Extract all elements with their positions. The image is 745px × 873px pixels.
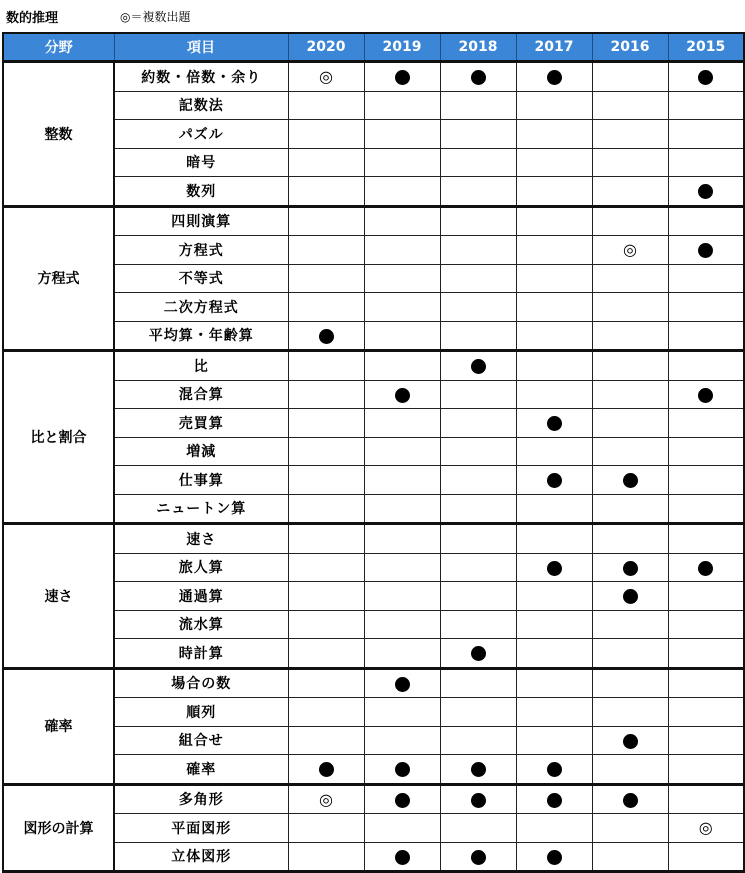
single-question-dot bbox=[395, 677, 410, 692]
mark-cell bbox=[440, 236, 516, 265]
category-cell: 確率 bbox=[3, 668, 114, 784]
mark-cell bbox=[440, 321, 516, 351]
mark-cell bbox=[364, 842, 440, 872]
mark-cell bbox=[288, 610, 364, 639]
single-question-dot bbox=[319, 762, 334, 777]
mark-cell bbox=[592, 466, 668, 495]
single-question-dot bbox=[698, 561, 713, 576]
mark-cell bbox=[516, 494, 592, 524]
mark-cell bbox=[288, 409, 364, 438]
mark-cell bbox=[288, 437, 364, 466]
mark-cell bbox=[288, 494, 364, 524]
mark-cell bbox=[440, 639, 516, 669]
mark-cell bbox=[592, 236, 668, 265]
table-row bbox=[3, 91, 744, 120]
category-cell: 図形の計算 bbox=[3, 784, 114, 872]
mark-cell bbox=[592, 610, 668, 639]
single-question-dot bbox=[471, 70, 486, 85]
mark-cell bbox=[364, 610, 440, 639]
mark-cell bbox=[440, 494, 516, 524]
mark-cell bbox=[516, 784, 592, 814]
item-cell: ニュートン算 bbox=[114, 494, 288, 524]
table-row bbox=[3, 236, 744, 265]
item-cell: 仕事算 bbox=[114, 466, 288, 495]
mark-cell bbox=[592, 148, 668, 177]
table-row bbox=[3, 466, 744, 495]
page-title: 数的推理 bbox=[6, 11, 59, 26]
mark-cell bbox=[516, 177, 592, 207]
multiple-question-mark: ◎ bbox=[698, 818, 713, 838]
category-group bbox=[3, 62, 744, 207]
mark-cell bbox=[592, 206, 668, 236]
single-question-dot bbox=[623, 793, 638, 808]
mark-cell bbox=[668, 293, 744, 322]
item-cell: 旅人算 bbox=[114, 553, 288, 582]
mark-cell bbox=[668, 206, 744, 236]
mark-cell bbox=[288, 553, 364, 582]
mark-cell bbox=[516, 639, 592, 669]
mark-cell bbox=[440, 120, 516, 149]
mark-cell bbox=[668, 524, 744, 554]
mark-cell bbox=[516, 236, 592, 265]
item-cell: 場合の数 bbox=[114, 668, 288, 698]
mark-cell bbox=[288, 668, 364, 698]
mark-cell bbox=[592, 553, 668, 582]
single-question-dot bbox=[319, 329, 334, 344]
item-cell: 暗号 bbox=[114, 148, 288, 177]
mark-cell bbox=[364, 437, 440, 466]
mark-cell bbox=[440, 380, 516, 409]
mark-cell bbox=[440, 177, 516, 207]
item-cell: 時計算 bbox=[114, 639, 288, 669]
mark-cell bbox=[516, 380, 592, 409]
single-question-dot bbox=[547, 850, 562, 865]
item-cell: 約数・倍数・余り bbox=[114, 62, 288, 92]
table-row bbox=[3, 206, 744, 236]
mark-cell bbox=[516, 553, 592, 582]
category-group bbox=[3, 668, 744, 784]
item-cell: 多角形 bbox=[114, 784, 288, 814]
mark-cell bbox=[516, 148, 592, 177]
single-question-dot bbox=[623, 734, 638, 749]
mark-cell bbox=[668, 726, 744, 755]
table-row bbox=[3, 553, 744, 582]
mark-cell bbox=[668, 264, 744, 293]
mark-cell bbox=[440, 293, 516, 322]
mark-cell bbox=[364, 177, 440, 207]
mark-cell bbox=[592, 582, 668, 611]
mark-cell bbox=[516, 264, 592, 293]
mark-cell bbox=[668, 842, 744, 872]
mark-cell bbox=[592, 293, 668, 322]
mark-cell bbox=[668, 91, 744, 120]
table-row bbox=[3, 177, 744, 207]
mark-cell bbox=[516, 437, 592, 466]
mark-cell bbox=[668, 177, 744, 207]
mark-cell bbox=[668, 380, 744, 409]
mark-cell bbox=[364, 466, 440, 495]
mark-cell bbox=[440, 582, 516, 611]
mark-cell bbox=[516, 610, 592, 639]
mark-cell bbox=[288, 639, 364, 669]
mark-cell bbox=[364, 524, 440, 554]
mark-cell bbox=[440, 62, 516, 92]
mark-cell bbox=[288, 177, 364, 207]
mark-cell bbox=[288, 236, 364, 265]
table-row bbox=[3, 582, 744, 611]
mark-cell bbox=[364, 62, 440, 92]
item-cell: 確率 bbox=[114, 755, 288, 785]
mark-cell bbox=[516, 466, 592, 495]
mark-cell bbox=[668, 148, 744, 177]
table-row bbox=[3, 726, 744, 755]
column-header: 2017 bbox=[516, 33, 592, 62]
mark-cell bbox=[440, 91, 516, 120]
single-question-dot bbox=[547, 561, 562, 576]
mark-cell bbox=[516, 206, 592, 236]
table-row bbox=[3, 494, 744, 524]
mark-cell bbox=[440, 206, 516, 236]
mark-cell bbox=[440, 351, 516, 381]
item-cell: 二次方程式 bbox=[114, 293, 288, 322]
mark-cell bbox=[668, 409, 744, 438]
mark-cell bbox=[440, 437, 516, 466]
category-cell: 整数 bbox=[3, 62, 114, 207]
item-cell: 記数法 bbox=[114, 91, 288, 120]
mark-cell bbox=[288, 264, 364, 293]
mark-cell bbox=[288, 380, 364, 409]
single-question-dot bbox=[547, 793, 562, 808]
mark-cell bbox=[288, 842, 364, 872]
mark-cell bbox=[288, 351, 364, 381]
mark-cell bbox=[516, 351, 592, 381]
mark-cell bbox=[516, 120, 592, 149]
mark-cell bbox=[668, 351, 744, 381]
mark-cell bbox=[440, 553, 516, 582]
mark-cell bbox=[440, 264, 516, 293]
mark-cell bbox=[364, 755, 440, 785]
item-cell: 速さ bbox=[114, 524, 288, 554]
single-question-dot bbox=[471, 359, 486, 374]
table-row bbox=[3, 148, 744, 177]
mark-cell bbox=[288, 120, 364, 149]
mark-cell bbox=[288, 726, 364, 755]
mark-cell bbox=[364, 264, 440, 293]
mark-cell bbox=[364, 206, 440, 236]
table-row bbox=[3, 610, 744, 639]
item-cell: 増減 bbox=[114, 437, 288, 466]
mark-cell bbox=[364, 148, 440, 177]
table-row bbox=[3, 524, 744, 554]
item-cell: 流水算 bbox=[114, 610, 288, 639]
mark-cell bbox=[592, 91, 668, 120]
mark-cell bbox=[592, 120, 668, 149]
single-question-dot bbox=[698, 243, 713, 258]
mark-cell bbox=[592, 380, 668, 409]
item-cell: 混合算 bbox=[114, 380, 288, 409]
table-row bbox=[3, 380, 744, 409]
table-row bbox=[3, 264, 744, 293]
mark-cell bbox=[288, 148, 364, 177]
mark-cell bbox=[364, 321, 440, 351]
mark-cell bbox=[668, 437, 744, 466]
category-group bbox=[3, 784, 744, 872]
item-cell: 平面図形 bbox=[114, 814, 288, 843]
mark-cell bbox=[592, 755, 668, 785]
mark-cell bbox=[592, 351, 668, 381]
column-header: 分野 bbox=[3, 33, 114, 62]
single-question-dot bbox=[547, 762, 562, 777]
column-header: 項目 bbox=[114, 33, 288, 62]
mark-cell bbox=[592, 437, 668, 466]
single-question-dot bbox=[395, 388, 410, 403]
mark-cell bbox=[592, 726, 668, 755]
category-cell: 速さ bbox=[3, 524, 114, 669]
single-question-dot bbox=[623, 589, 638, 604]
table-row bbox=[3, 784, 744, 814]
single-question-dot bbox=[547, 416, 562, 431]
mark-cell bbox=[440, 466, 516, 495]
single-question-dot bbox=[471, 762, 486, 777]
table-row bbox=[3, 639, 744, 669]
item-cell: 組合せ bbox=[114, 726, 288, 755]
mark-cell bbox=[364, 120, 440, 149]
mark-cell bbox=[288, 293, 364, 322]
mark-cell bbox=[668, 236, 744, 265]
table-row bbox=[3, 755, 744, 785]
legend-note: ◎＝複数出題 bbox=[120, 10, 191, 24]
multiple-question-mark: ◎ bbox=[319, 789, 333, 809]
mark-cell bbox=[364, 582, 440, 611]
table-row bbox=[3, 321, 744, 351]
mark-cell bbox=[668, 784, 744, 814]
mark-cell bbox=[516, 62, 592, 92]
mark-cell bbox=[668, 120, 744, 149]
item-cell: 方程式 bbox=[114, 236, 288, 265]
column-header: 2018 bbox=[440, 33, 516, 62]
mark-cell bbox=[516, 321, 592, 351]
mark-cell bbox=[288, 698, 364, 727]
mark-cell bbox=[440, 814, 516, 843]
mark-cell bbox=[592, 814, 668, 843]
item-cell: 立体図形 bbox=[114, 842, 288, 872]
category-group bbox=[3, 351, 744, 524]
single-question-dot bbox=[471, 793, 486, 808]
mark-cell bbox=[364, 668, 440, 698]
column-header: 2019 bbox=[364, 33, 440, 62]
mark-cell bbox=[440, 842, 516, 872]
mark-cell bbox=[364, 698, 440, 727]
mark-cell bbox=[516, 293, 592, 322]
mark-cell bbox=[668, 582, 744, 611]
single-question-dot bbox=[395, 762, 410, 777]
mark-cell bbox=[516, 524, 592, 554]
mark-cell bbox=[364, 784, 440, 814]
mark-cell bbox=[364, 409, 440, 438]
item-cell: パズル bbox=[114, 120, 288, 149]
mark-cell bbox=[668, 494, 744, 524]
item-cell: 順列 bbox=[114, 698, 288, 727]
single-question-dot bbox=[623, 473, 638, 488]
table-row bbox=[3, 293, 744, 322]
mark-cell bbox=[592, 668, 668, 698]
title-bar bbox=[0, 0, 745, 32]
mark-cell bbox=[516, 814, 592, 843]
mark-cell bbox=[364, 91, 440, 120]
mark-cell bbox=[364, 639, 440, 669]
mark-cell bbox=[288, 814, 364, 843]
header-row bbox=[3, 33, 744, 62]
mark-cell bbox=[668, 62, 744, 92]
mark-cell bbox=[440, 524, 516, 554]
mark-cell bbox=[516, 842, 592, 872]
mark-cell bbox=[288, 91, 364, 120]
mark-cell bbox=[440, 610, 516, 639]
category-cell: 方程式 bbox=[3, 206, 114, 351]
mark-cell bbox=[364, 494, 440, 524]
exam-frequency-table bbox=[2, 32, 745, 873]
single-question-dot bbox=[471, 646, 486, 661]
table-row bbox=[3, 409, 744, 438]
mark-cell bbox=[516, 755, 592, 785]
mark-cell bbox=[592, 62, 668, 92]
mark-cell bbox=[440, 726, 516, 755]
mark-cell bbox=[668, 698, 744, 727]
mark-cell bbox=[592, 639, 668, 669]
mark-cell bbox=[440, 755, 516, 785]
mark-cell bbox=[592, 698, 668, 727]
mark-cell bbox=[288, 582, 364, 611]
mark-cell bbox=[592, 524, 668, 554]
mark-cell bbox=[364, 380, 440, 409]
multiple-question-mark: ◎ bbox=[319, 67, 333, 87]
mark-cell bbox=[364, 293, 440, 322]
mark-cell bbox=[516, 91, 592, 120]
mark-cell bbox=[440, 698, 516, 727]
column-header: 2016 bbox=[592, 33, 668, 62]
mark-cell bbox=[516, 582, 592, 611]
mark-cell bbox=[592, 842, 668, 872]
mark-cell bbox=[668, 755, 744, 785]
single-question-dot bbox=[547, 70, 562, 85]
mark-cell bbox=[364, 351, 440, 381]
single-question-dot bbox=[623, 561, 638, 576]
single-question-dot bbox=[698, 388, 713, 403]
table-row bbox=[3, 668, 744, 698]
mark-cell bbox=[592, 264, 668, 293]
mark-cell bbox=[516, 409, 592, 438]
category-group bbox=[3, 524, 744, 669]
mark-cell bbox=[288, 755, 364, 785]
single-question-dot bbox=[471, 850, 486, 865]
item-cell: 平均算・年齢算 bbox=[114, 321, 288, 351]
mark-cell bbox=[516, 668, 592, 698]
category-cell: 比と割合 bbox=[3, 351, 114, 524]
mark-cell bbox=[288, 321, 364, 351]
mark-cell bbox=[288, 206, 364, 236]
mark-cell bbox=[668, 553, 744, 582]
mark-cell bbox=[440, 148, 516, 177]
mark-cell bbox=[592, 321, 668, 351]
mark-cell bbox=[364, 553, 440, 582]
mark-cell bbox=[364, 236, 440, 265]
single-question-dot bbox=[698, 70, 713, 85]
table-row bbox=[3, 62, 744, 92]
table-row bbox=[3, 814, 744, 843]
mark-cell bbox=[668, 321, 744, 351]
table-row bbox=[3, 437, 744, 466]
category-group bbox=[3, 206, 744, 351]
mark-cell bbox=[592, 494, 668, 524]
mark-cell bbox=[516, 698, 592, 727]
table-row bbox=[3, 698, 744, 727]
single-question-dot bbox=[547, 473, 562, 488]
mark-cell bbox=[668, 639, 744, 669]
single-question-dot bbox=[395, 850, 410, 865]
table-row bbox=[3, 120, 744, 149]
mark-cell bbox=[364, 726, 440, 755]
column-header: 2020 bbox=[288, 33, 364, 62]
item-cell: 四則演算 bbox=[114, 206, 288, 236]
mark-cell bbox=[288, 524, 364, 554]
mark-cell bbox=[288, 784, 364, 814]
mark-cell bbox=[440, 784, 516, 814]
multiple-question-mark: ◎ bbox=[623, 240, 637, 260]
mark-cell bbox=[288, 466, 364, 495]
mark-cell bbox=[668, 466, 744, 495]
table-row bbox=[3, 351, 744, 381]
single-question-dot bbox=[395, 70, 410, 85]
single-question-dot bbox=[395, 793, 410, 808]
mark-cell bbox=[668, 610, 744, 639]
mark-cell bbox=[668, 668, 744, 698]
mark-cell bbox=[592, 409, 668, 438]
column-header: 2015 bbox=[668, 33, 744, 62]
mark-cell bbox=[440, 668, 516, 698]
mark-cell bbox=[288, 62, 364, 92]
mark-cell bbox=[364, 814, 440, 843]
table-row bbox=[3, 842, 744, 872]
mark-cell bbox=[668, 814, 744, 843]
item-cell: 数列 bbox=[114, 177, 288, 207]
mark-cell bbox=[440, 409, 516, 438]
item-cell: 比 bbox=[114, 351, 288, 381]
single-question-dot bbox=[698, 184, 713, 199]
item-cell: 通過算 bbox=[114, 582, 288, 611]
item-cell: 不等式 bbox=[114, 264, 288, 293]
mark-cell bbox=[592, 784, 668, 814]
item-cell: 売買算 bbox=[114, 409, 288, 438]
mark-cell bbox=[592, 177, 668, 207]
mark-cell bbox=[516, 726, 592, 755]
